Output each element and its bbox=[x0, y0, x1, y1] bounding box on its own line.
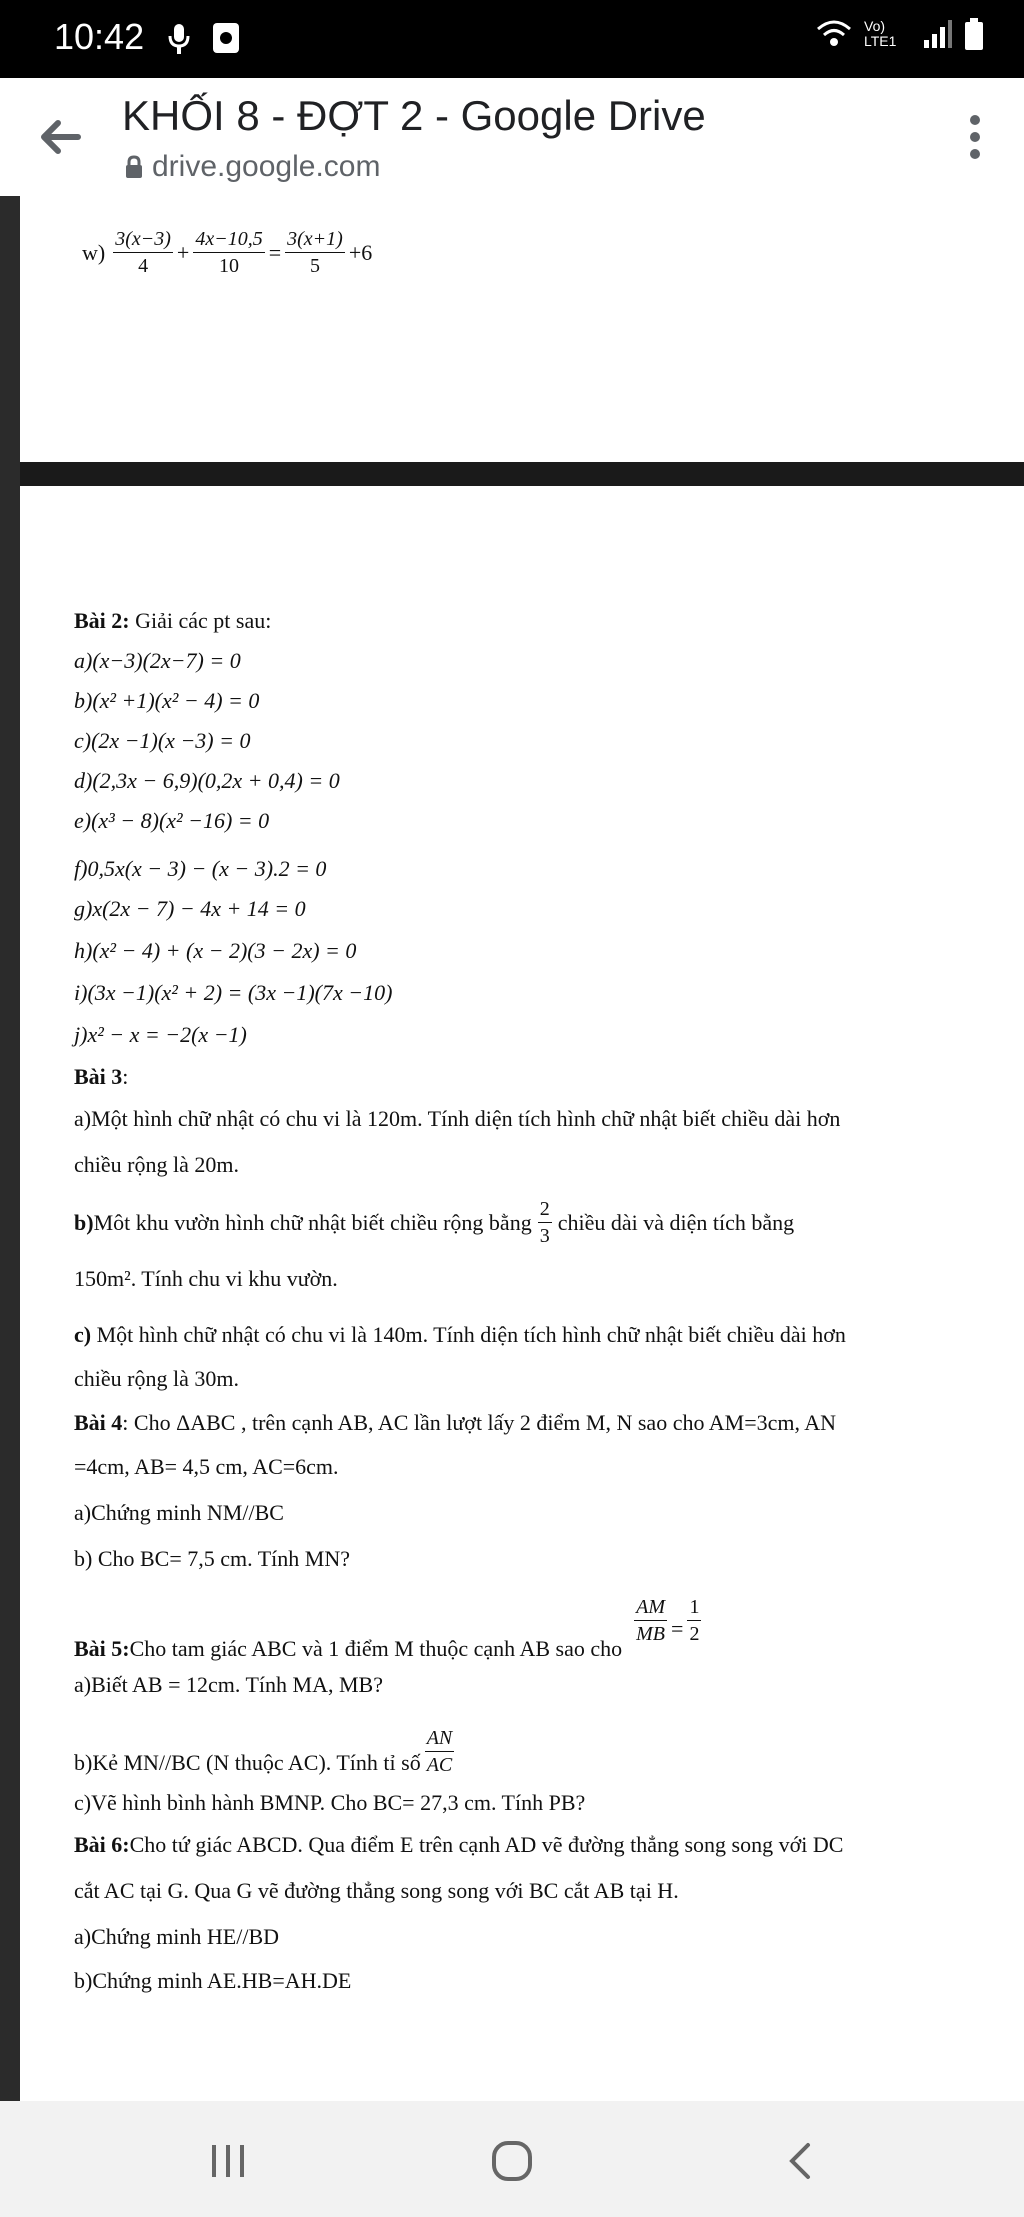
bai5-line1 bbox=[74, 1594, 705, 1664]
wifi-icon bbox=[816, 19, 852, 49]
item-label: b) bbox=[74, 1209, 94, 1235]
section-label: Bài 3 bbox=[74, 1064, 123, 1089]
operator: + bbox=[176, 239, 190, 265]
section-label: Bài 5: bbox=[74, 1636, 130, 1661]
bai2-item-i: i)(3x −1)(x² + 2) = (3x −1)(7x −10) bbox=[74, 980, 393, 1005]
section-label: Bài 6: bbox=[74, 1832, 130, 1857]
numerator: 2 bbox=[538, 1196, 552, 1223]
numerator: 3(x+1) bbox=[285, 226, 345, 253]
more-options-icon[interactable] bbox=[960, 112, 990, 162]
bai6-b: b)Chứng minh AE.HB=AH.DE bbox=[74, 1968, 352, 1993]
item-text: Môt khu vườn hình chữ nhật biết chiều rộng bằng bbox=[93, 1209, 532, 1235]
bai2-item-a: a)(x−3)(2x−7) = 0 bbox=[74, 648, 241, 673]
fraction bbox=[285, 226, 345, 279]
network-label: Vo) LTE1 bbox=[864, 18, 897, 49]
section-text: Cho tứ giác ABCD. Qua điểm E trên cạnh AD vẽ đường thẳng song song với DC bbox=[129, 1832, 844, 1857]
bai3-a-line2: chiều rộng là 20m. bbox=[74, 1152, 239, 1177]
bai2-item-b: b)(x² +1)(x² − 4) = 0 bbox=[74, 688, 260, 713]
lock-icon bbox=[124, 155, 144, 179]
numerator: AM bbox=[634, 1594, 667, 1621]
section-label: Bài 2: bbox=[74, 608, 130, 633]
item-text: b)Kẻ MN//BC (N thuộc AC). Tính tỉ số bbox=[74, 1750, 421, 1775]
bai2-item-g: g)x(2x − 7) − 4x + 14 = 0 bbox=[74, 896, 306, 921]
fraction bbox=[538, 1196, 552, 1249]
denominator: 5 bbox=[309, 255, 320, 277]
url-text: drive.google.com bbox=[152, 150, 381, 183]
bai5-a: a)Biết AB = 12cm. Tính MA, MB? bbox=[74, 1672, 383, 1697]
back-icon[interactable] bbox=[786, 2141, 814, 2181]
fraction bbox=[687, 1594, 701, 1647]
operator: = bbox=[671, 1616, 684, 1641]
numerator: 4x−10,5 bbox=[193, 226, 264, 253]
bai4-a: a)Chứng minh NM//BC bbox=[74, 1500, 284, 1525]
bai3-heading bbox=[74, 1064, 128, 1090]
bai2-item-j: j)x² − x = −2(x −1) bbox=[74, 1022, 247, 1047]
numerator: AN bbox=[425, 1725, 455, 1752]
bai3-b-line2: 150m². Tính chu vi khu vườn. bbox=[74, 1266, 338, 1291]
denominator: 3 bbox=[539, 1225, 550, 1247]
section-text: Cho tam giác ABC và 1 điểm M thuộc cạnh AB sao cho bbox=[129, 1636, 623, 1661]
bai6-line2: cắt AC tại G. Qua G vẽ đường thẳng song song với BC cắt AB tại H. bbox=[74, 1878, 679, 1903]
denominator: AC bbox=[426, 1754, 453, 1776]
equation-label: w) bbox=[82, 239, 106, 265]
denominator: 4 bbox=[138, 255, 149, 277]
document-viewer[interactable] bbox=[0, 196, 1024, 2101]
bai3-c-line1 bbox=[74, 1322, 846, 1348]
denominator: 2 bbox=[689, 1623, 700, 1645]
fraction bbox=[113, 226, 173, 279]
numerator: 3(x−3) bbox=[113, 226, 173, 253]
bai2-heading bbox=[74, 608, 271, 634]
document-page-2 bbox=[20, 486, 1024, 2101]
bai4-line1 bbox=[74, 1410, 836, 1436]
bai4-line2: =4cm, AB= 4,5 cm, AC=6cm. bbox=[74, 1454, 339, 1479]
section-colon: : bbox=[122, 1064, 129, 1089]
bai3-c-line2: chiều rộng là 30m. bbox=[74, 1366, 239, 1391]
bai3-a-line1: a)Một hình chữ nhật có chu vi là 120m. Tính diện tích hình chữ nhật biết chiều dài hơn bbox=[74, 1106, 841, 1131]
status-right bbox=[816, 18, 984, 50]
status-bar bbox=[0, 0, 1024, 78]
bai2-item-f: f)0,5x(x − 3) − (x − 3).2 = 0 bbox=[74, 856, 327, 881]
bai2-item-h: h)(x² − 4) + (x − 2)(3 − 2x) = 0 bbox=[74, 938, 357, 963]
item-text: Một hình chữ nhật có chu vi là 140m. Tính diện tích hình chữ nhật biết chiều dài hơn bbox=[91, 1322, 846, 1347]
signal-icon bbox=[922, 20, 952, 48]
bai2-item-c: c)(2x −1)(x −3) = 0 bbox=[74, 728, 251, 753]
section-label: Bài 4 bbox=[74, 1410, 123, 1435]
numerator: 1 bbox=[687, 1594, 701, 1621]
equation-w bbox=[82, 226, 372, 279]
denominator: 10 bbox=[219, 255, 240, 277]
bai2-item-d: d)(2,3x − 6,9)(0,2x + 0,4) = 0 bbox=[74, 768, 340, 793]
denominator: MB bbox=[636, 1623, 666, 1645]
url-bar bbox=[124, 150, 380, 184]
browser-header bbox=[0, 78, 1024, 197]
operator: = bbox=[268, 239, 282, 265]
bai5-c: c)Vẽ hình bình hành BMNP. Cho BC= 27,3 cm. Tính PB? bbox=[74, 1790, 586, 1815]
back-arrow-icon[interactable] bbox=[36, 112, 86, 162]
fraction bbox=[634, 1594, 667, 1647]
bai3-b-line1 bbox=[74, 1196, 794, 1249]
item-label: c) bbox=[74, 1322, 92, 1347]
fraction bbox=[193, 226, 264, 279]
bai2-item-e: e)(x³ − 8)(x² −16) = 0 bbox=[74, 808, 270, 833]
page-separator bbox=[20, 462, 1024, 486]
microphone-icon bbox=[168, 22, 190, 56]
document-page-1 bbox=[20, 196, 1024, 462]
bai4-b: b) Cho BC= 7,5 cm. Tính MN? bbox=[74, 1546, 350, 1571]
page-title: KHỐI 8 - ĐỢT 2 - Google Drive bbox=[122, 92, 706, 139]
navigation-bar bbox=[0, 2101, 1024, 2217]
battery-icon bbox=[964, 18, 984, 50]
bai6-line1 bbox=[74, 1832, 843, 1858]
equation-tail: +6 bbox=[348, 239, 373, 265]
bai6-a: a)Chứng minh HE//BD bbox=[74, 1924, 280, 1949]
recent-apps-icon[interactable] bbox=[208, 2143, 248, 2179]
bai5-b bbox=[74, 1716, 458, 1778]
fraction bbox=[425, 1725, 455, 1778]
item-text: chiều dài và diện tích bằng bbox=[557, 1209, 795, 1235]
screen-record-icon bbox=[212, 22, 240, 54]
section-text: Giải các pt sau: bbox=[129, 608, 272, 633]
home-icon[interactable] bbox=[490, 2139, 534, 2183]
section-text: : Cho ΔABC , trên cạnh AB, AC lần lượt lấy 2 điểm M, N sao cho AM=3cm, AN bbox=[122, 1410, 837, 1435]
status-time: 10:42 bbox=[54, 16, 145, 57]
